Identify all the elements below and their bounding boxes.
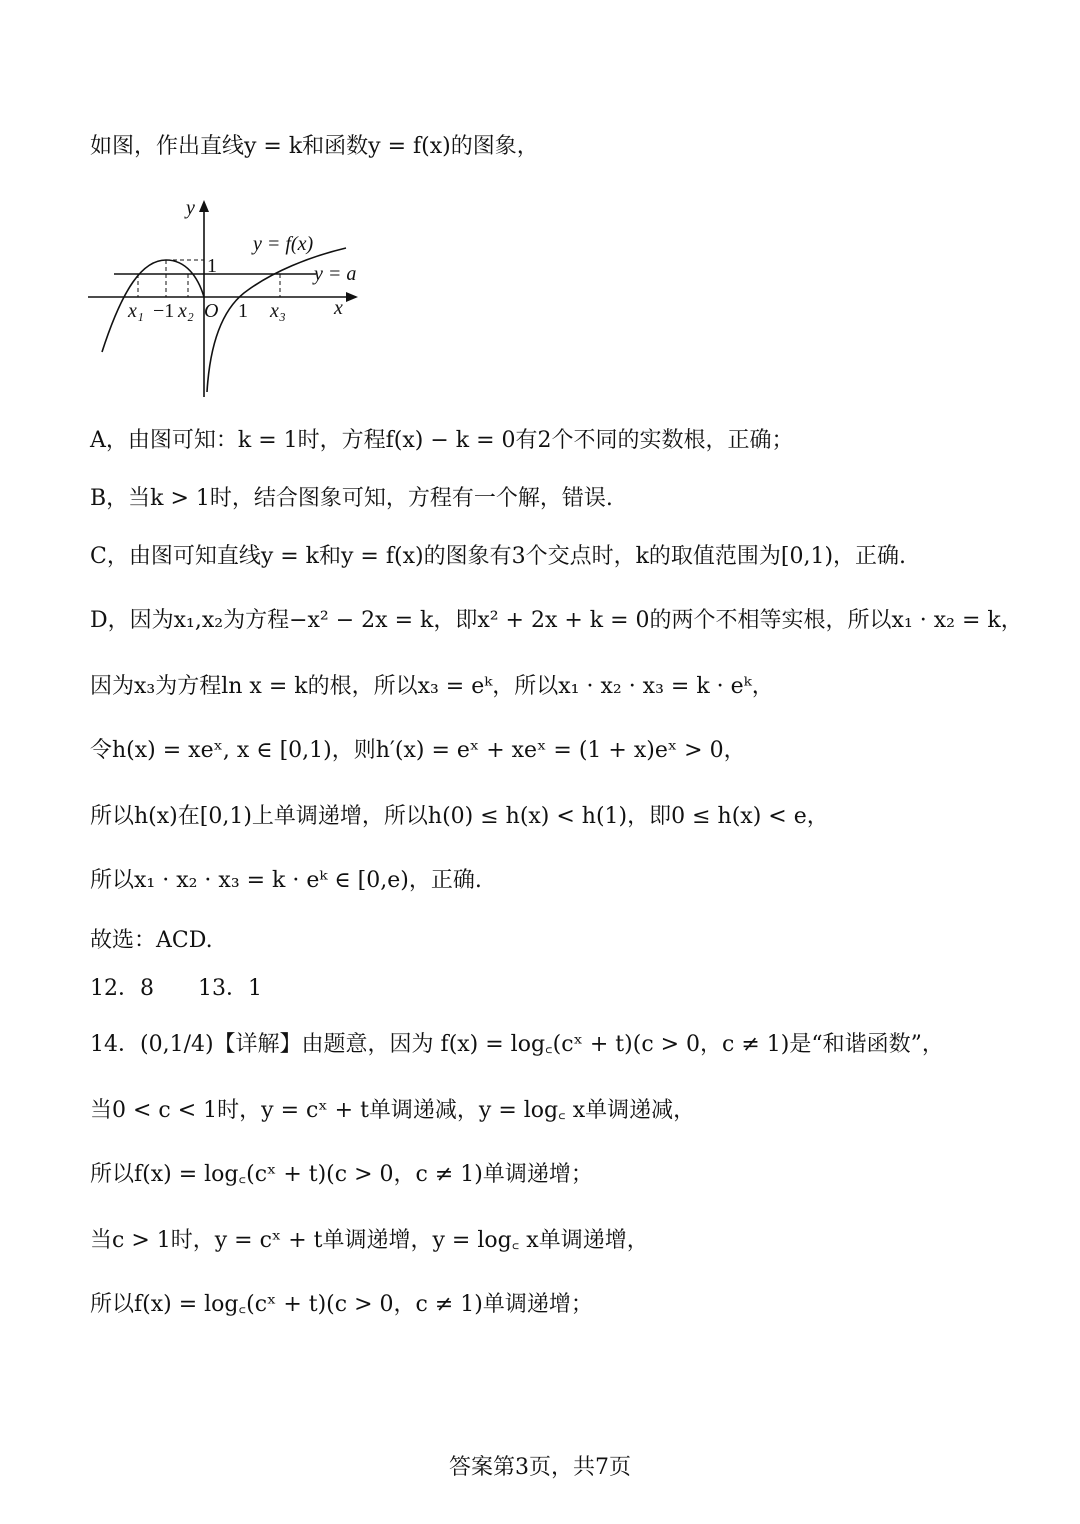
intro-text: 如图，作出直线y = k和函数y = f(x)的图象， — [90, 134, 539, 159]
page-footer: 答案第3页，共7页 — [449, 1455, 631, 1480]
origin-label: O — [204, 300, 219, 322]
line-label: y = a — [314, 263, 357, 285]
x1-label: x₁ — [128, 300, 144, 322]
x-axis-label: x — [334, 297, 343, 319]
answers-12-13: 12．8 13．1 — [90, 976, 262, 1001]
answer-choice: 故选：ACD. — [90, 928, 213, 953]
x-axis-arrow-icon — [346, 292, 358, 302]
q14-line5: 所以f(x) = log꜀(cˣ + t)(c > 0，c ≠ 1)单调递增； — [90, 1292, 593, 1317]
curve-label: y = f(x) — [253, 233, 314, 255]
tick-label-top: 1 — [207, 255, 217, 277]
option-d-line5: 所以x₁ · x₂ · x₃ = k · eᵏ ∈ [0,e)，正确. — [90, 868, 482, 893]
option-c: C，由图可知直线y = k和y = f(x)的图象有3个交点时，k的取值范围为[0,1)，正确. — [90, 544, 907, 569]
x3-label: x₃ — [270, 300, 286, 322]
y-axis-arrow-icon — [199, 200, 209, 212]
function-graph — [88, 192, 378, 402]
option-d-line2: 因为x₃为方程ln x = k的根，所以x₃ = eᵏ，所以x₁ · x₂ · x₃ = k · eᵏ， — [90, 674, 774, 699]
question-14: 14．(0,1/4)【详解】由题意，因为 f(x) = log꜀(cˣ + t)(c > 0，c ≠ 1)是“和谐函数”， — [90, 1032, 944, 1057]
q14-line3: 所以f(x) = log꜀(cˣ + t)(c > 0，c ≠ 1)单调递增； — [90, 1162, 593, 1187]
option-d-line4: 所以h(x)在[0,1)上单调递增，所以h(0) ≤ h(x) < h(1)，即0 ≤ h(x) < e， — [90, 804, 829, 829]
option-d: D，因为x₁,x₂为方程−x² − 2x = k，即x² + 2x + k = 0的两个不相等实根，所以x₁ · x₂ = k， — [90, 608, 1023, 633]
option-d-line3: 令h(x) = xeˣ, x ∈ [0,1)，则h′(x) = eˣ + xeˣ = (1 + x)eˣ > 0， — [90, 738, 746, 763]
option-b: B，当k > 1时，结合图象可知，方程有一个解，错误. — [90, 486, 613, 511]
neg1-label: −1 — [153, 300, 175, 322]
q14-line4: 当c > 1时，y = cˣ + t单调递增，y = log꜀ x单调递增， — [90, 1228, 649, 1253]
x2-label: x₂ — [178, 300, 194, 322]
q14-line2: 当0 < c < 1时，y = cˣ + t单调递减，y = log꜀ x单调递减， — [90, 1098, 696, 1123]
option-a: A，由图可知：k = 1时，方程f(x) − k = 0有2个不同的实数根，正确； — [90, 428, 794, 453]
one-label: 1 — [238, 300, 248, 322]
y-axis-label: y — [186, 197, 195, 219]
